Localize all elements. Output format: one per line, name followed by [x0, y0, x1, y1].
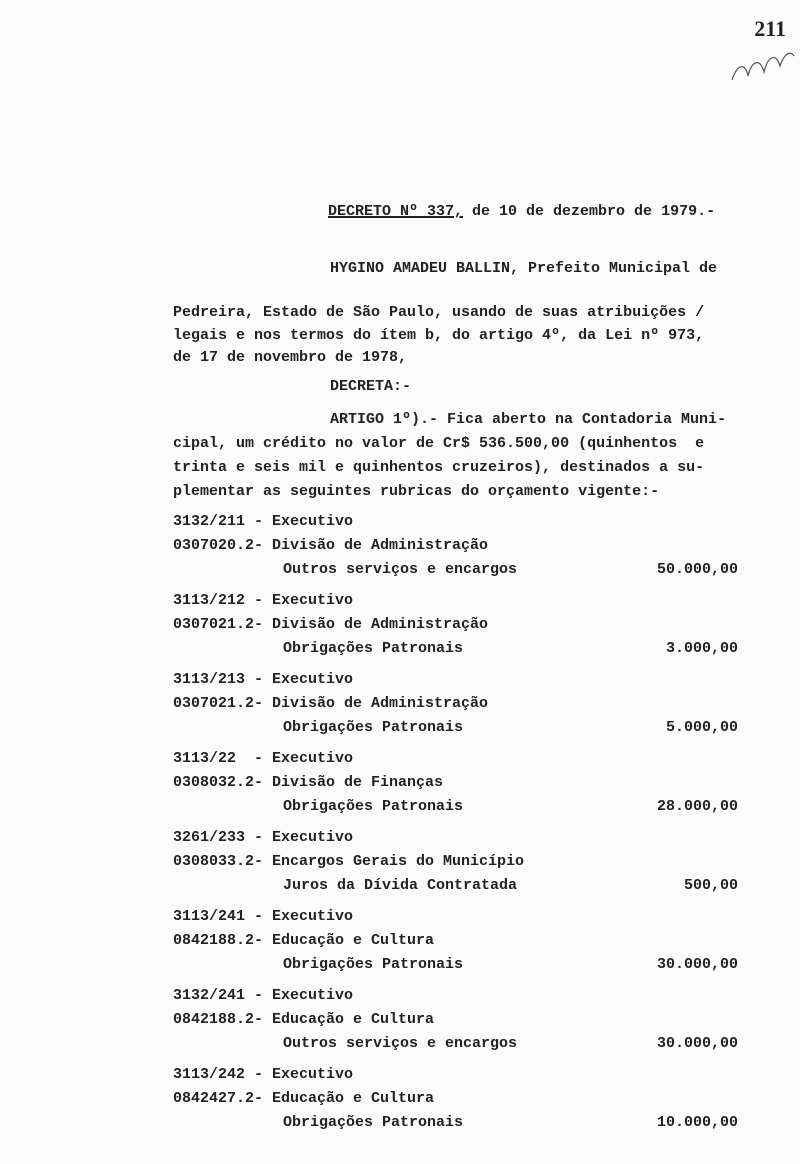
entry-code: 3113/241 - Executivo [173, 908, 354, 925]
decree-date: de 10 de dezembro de 1979.- [463, 203, 716, 220]
entry-item: Juros da Dívida Contratada [283, 877, 518, 894]
entry-item: Outros serviços e encargos [283, 1035, 518, 1052]
entry-unit: 0842188.2- Educação e Cultura [173, 1011, 435, 1028]
budget-entry [173, 592, 738, 664]
preamble-line: HYGINO AMADEU BALLIN, Prefeito Municipal de [330, 260, 718, 277]
preamble-line: Pedreira, Estado de São Paulo, usando de suas atribuições / [173, 304, 705, 321]
entry-amount: 500,00 [683, 877, 738, 894]
entry-code: 3113/213 - Executivo [173, 671, 354, 688]
entry-code: 3113/242 - Executivo [173, 1066, 354, 1083]
budget-entry [173, 908, 738, 980]
entry-amount: 5.000,00 [665, 719, 738, 736]
entry-unit: 0842427.2- Educação e Cultura [173, 1090, 435, 1107]
entry-item: Obrigações Patronais [283, 956, 464, 973]
article-line: plementar as seguintes rubricas do orçamento vigente:- [173, 483, 660, 500]
entry-amount: 3.000,00 [665, 640, 738, 657]
budget-entry [173, 671, 738, 743]
entry-item: Obrigações Patronais [283, 640, 464, 657]
entry-code: 3132/211 - Executivo [173, 513, 354, 530]
entry-item: Obrigações Patronais [283, 1114, 464, 1131]
budget-entry [173, 987, 738, 1059]
budget-entry [173, 829, 738, 901]
entry-amount: 30.000,00 [656, 956, 738, 973]
decree-title [328, 203, 715, 221]
entry-unit: 0307021.2- Divisão de Administração [173, 695, 489, 712]
entry-item: Outros serviços e encargos [283, 561, 518, 578]
entry-code: 3261/233 - Executivo [173, 829, 354, 846]
article-line: cipal, um crédito no valor de Cr$ 536.500,00 (quinhentos e [173, 435, 705, 452]
entry-unit: 0308033.2- Encargos Gerais do Município [173, 853, 525, 870]
budget-entry [173, 1066, 738, 1138]
entry-amount: 30.000,00 [656, 1035, 738, 1052]
entry-unit: 0842188.2- Educação e Cultura [173, 932, 435, 949]
entry-item: Obrigações Patronais [283, 719, 464, 736]
entry-unit: 0307021.2- Divisão de Administração [173, 616, 489, 633]
budget-entry [173, 513, 738, 585]
entry-code: 3132/241 - Executivo [173, 987, 354, 1004]
entry-code: 3113/22 - Executivo [173, 750, 354, 767]
preamble-line: legais e nos termos do ítem b, do artigo 4º, da Lei nº 973, [173, 327, 705, 344]
decreta-heading: DECRETA:- [330, 378, 412, 395]
handwritten-initials [728, 42, 798, 87]
entry-code: 3113/212 - Executivo [173, 592, 354, 609]
entry-unit: 0308032.2- Divisão de Finanças [173, 774, 444, 791]
entry-amount: 10.000,00 [656, 1114, 738, 1131]
entry-item: Obrigações Patronais [283, 798, 464, 815]
budget-entry [173, 750, 738, 822]
entry-amount: 28.000,00 [656, 798, 738, 815]
entry-amount: 50.000,00 [656, 561, 738, 578]
article-line: ARTIGO 1º).- Fica aberto na Contadoria Muni- [330, 411, 727, 428]
entry-unit: 0307020.2- Divisão de Administração [173, 537, 489, 554]
preamble-line: de 17 de novembro de 1978, [173, 349, 408, 366]
article-line: trinta e seis mil e quinhentos cruzeiros), destinados a su- [173, 459, 705, 476]
decree-number: DECRETO Nº 337, [328, 203, 464, 220]
page-number: 211 [754, 16, 786, 41]
